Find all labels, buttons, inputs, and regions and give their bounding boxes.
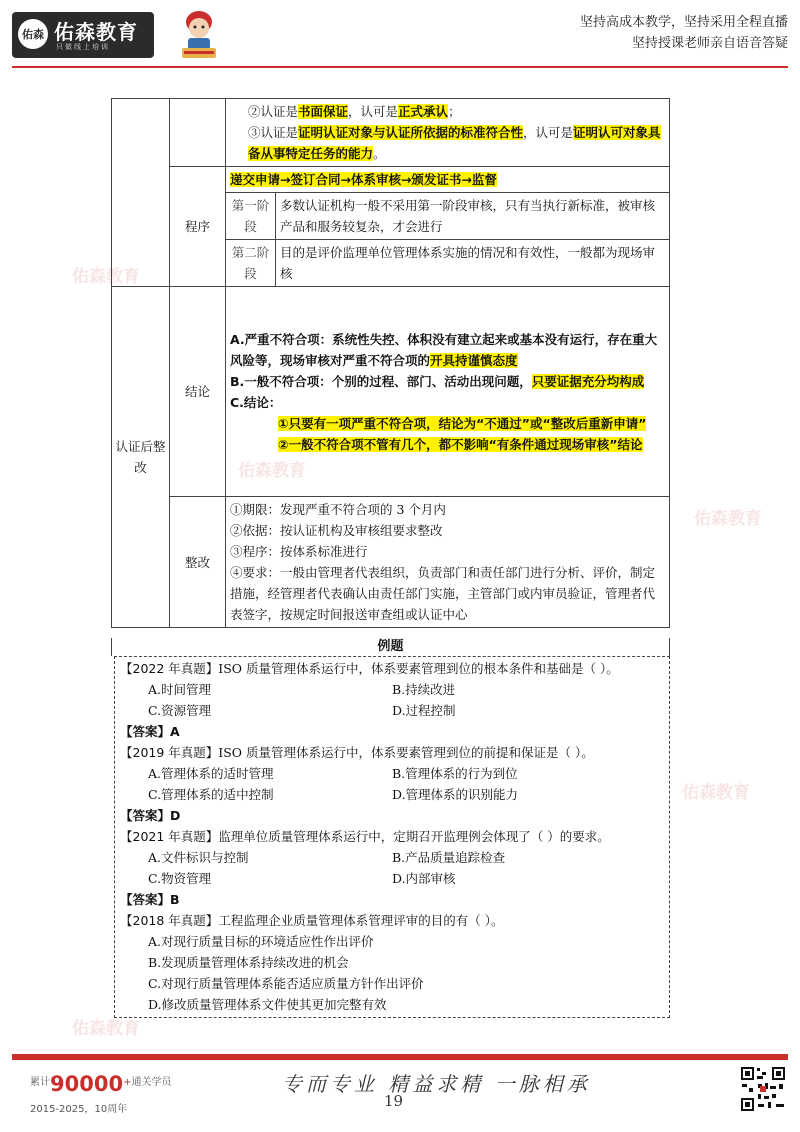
option-row (116, 763, 668, 784)
student-stats (30, 1072, 171, 1115)
footer-motto: 专而专业 精益求精 一脉相承 (282, 1072, 591, 1096)
cert-point-text: ； (448, 104, 461, 119)
question-tag: 【2022 年真题】 (120, 661, 219, 676)
option: C.对现行质量管理体系能否适应质量方针作出评价 (148, 976, 424, 991)
stat-suffix: 通关学员 (131, 1077, 172, 1088)
question (116, 658, 668, 679)
option-row (116, 868, 668, 889)
option: D.修改质量管理体系文件使其更加完整有效 (148, 997, 387, 1012)
highlight: 书面保证 (298, 104, 349, 119)
watermark: 佑森教育 (72, 267, 140, 287)
option: A.时间管理 (148, 682, 212, 697)
logo-subtitle: 只做线上培训 (56, 43, 110, 51)
procedure-label: 程序 (170, 167, 226, 287)
cert-point-text: ，认可是 (348, 104, 399, 119)
option: C.资源管理 (148, 703, 212, 718)
stat-line (30, 1072, 171, 1096)
rectify-item: ②依据：按认证机构及审核组要求整改 (230, 523, 443, 538)
table-row (112, 167, 670, 193)
answer: 【答案】D (120, 808, 181, 823)
rectify-item: ①期限：发现严重不符合项的 3 个月内 (230, 502, 446, 517)
stage-label: 第二阶段 (226, 240, 276, 287)
examples-title: 例题 (111, 638, 670, 656)
option: C.管理体系的适中控制 (148, 787, 274, 802)
table-cell-empty (112, 99, 170, 287)
cert-point-text: ③认证是 (248, 125, 299, 140)
cert-point (230, 101, 665, 122)
question (116, 826, 668, 847)
question-text: 监理单位质量管理体系运行中，定期召开监理例会体现了（ ）的要求。 (218, 829, 610, 844)
stat-number: 90000 (50, 1072, 124, 1096)
cert-point (230, 122, 665, 164)
answer: 【答案】B (120, 892, 180, 907)
question-tag: 【2019 年真题】 (120, 745, 219, 760)
highlight: 正式承认 (398, 104, 449, 119)
question-tag: 【2021 年真题】 (120, 829, 219, 844)
years-text: 2015-2025，10周年 (30, 1104, 128, 1115)
stat-prefix: 累计 (30, 1077, 50, 1088)
conclusion-item (230, 392, 665, 413)
cert-vs-accreditation-cell (226, 99, 670, 167)
table-row (112, 287, 670, 497)
conclusion-cell (226, 287, 670, 497)
option: D.内部审核 (392, 871, 456, 886)
option: B.发现质量管理体系持续改进的机会 (148, 955, 349, 970)
option: B.持续改进 (392, 682, 456, 697)
conclusion-item (230, 371, 665, 392)
option: A.对现行质量目标的环境适应性作出评价 (148, 934, 374, 949)
conclusion-item (230, 434, 665, 455)
procedure-flow-cell (226, 167, 670, 193)
option: C.物资管理 (148, 871, 212, 886)
slogan-line-1: 坚持高成本教学，坚持采用全程直播 (579, 15, 788, 30)
question-tag: 【2018 年真题】 (120, 913, 219, 928)
rectify-label: 整改 (170, 497, 226, 628)
rectify-section-label: 认证后整改 (112, 287, 170, 628)
slogan-line-2: 坚持授课老师亲自语音答疑 (631, 36, 788, 51)
table-cell-empty (170, 99, 226, 167)
rectify-item: ④要求：一般由管理者代表组织，负责部门和责任部门进行分析、评价，制定措施，经管理者代表确认由责任部门实施，主管部门或内审员验证，管理者代表签字，按规定时间报送审查组或认证中心 (230, 565, 656, 622)
watermark: 佑森教育 (72, 1019, 140, 1039)
highlight: 证明认可对象具备从事特定任务的能力 (248, 125, 661, 161)
question-text: ISO 质量管理体系运行中，体系要素管理到位的根本条件和基础是（ ）。 (218, 661, 619, 676)
table-row (112, 497, 670, 628)
option: D.过程控制 (392, 703, 456, 718)
cert-point-text: ②认证是 (248, 104, 299, 119)
stat-plus: + (123, 1077, 132, 1088)
highlight: 证明认证对象与认证所依据的标准符合性 (298, 125, 524, 140)
highlight: ①只要有一项严重不符合项，结论为“不通过”或“整改后重新申请” (278, 415, 647, 431)
option-row (116, 700, 668, 721)
option-row (116, 784, 668, 805)
watermark: 佑森教育 (682, 783, 750, 803)
logo-seal-icon: 佑森 (18, 19, 48, 49)
watermark: 佑森教育 (694, 509, 762, 529)
answer: 【答案】A (120, 724, 180, 739)
question-text: ISO 质量管理体系运行中，体系要素管理到位的前提和保证是（ ）。 (218, 745, 594, 760)
option: B.管理体系的行为到位 (392, 766, 518, 781)
certification-table (111, 98, 670, 628)
qr-code-icon (740, 1066, 786, 1112)
stage-text: 多数认证机构一般不采用第一阶段审核，只有当执行新标准，被审核产品和服务较复杂，才会进行 (276, 193, 670, 240)
cert-point-text: 。 (373, 146, 386, 161)
watermark: 佑森教育 (238, 461, 306, 481)
footer-divider (12, 1054, 788, 1060)
logo-text: 佑森教育 (54, 20, 138, 44)
conclusion-text: A.严重不符合项：系统性失控、体积没有建立起来或基本没有运行，存在重大风险等，现场审核对严重不符合项的 (230, 331, 658, 368)
conclusion-text: B.一般不符合项：个别的过程、部门、活动出现问题， (230, 373, 532, 389)
question (116, 742, 668, 763)
conclusion-label: 结论 (170, 287, 226, 497)
option-row (116, 679, 668, 700)
option-row (116, 847, 668, 868)
option: A.文件标识与控制 (148, 850, 249, 865)
conclusion-item (230, 329, 665, 371)
highlight: 只要证据充分均构成 (531, 373, 645, 389)
conclusion-item (230, 413, 665, 434)
option: B.产品质量追踪检查 (392, 850, 506, 865)
highlight: 开具持谨慎态度 (430, 352, 518, 368)
question-text: 工程监理企业质量管理体系管理评审的目的有（ ）。 (218, 913, 504, 928)
page-number: 19 (384, 1092, 404, 1110)
conclusion-text: C.结论： (230, 394, 282, 410)
question (116, 910, 668, 931)
mascot-student-icon (176, 8, 222, 62)
cert-point-text: ，认可是 (523, 125, 574, 140)
procedure-flow: 递交申请→签订合同→体系审核→颁发证书→监督 (230, 172, 497, 187)
brand-logo (12, 12, 154, 58)
stage-text: 目的是评价监理单位管理体系实施的情况和有效性，一般都为现场审核 (276, 240, 670, 287)
header-divider (12, 66, 788, 68)
rectify-cell (226, 497, 670, 628)
highlight: ②一般不符合项不管有几个，都不影响“有条件通过现场审核”结论 (278, 436, 643, 452)
header-slogan (580, 12, 788, 54)
examples-list (116, 658, 668, 1015)
option: A.管理体系的适时管理 (148, 766, 274, 781)
option: D.管理体系的识别能力 (392, 787, 519, 802)
table-row (112, 99, 670, 167)
stage-label: 第一阶段 (226, 193, 276, 240)
page-header (0, 0, 800, 66)
rectify-item: ③程序：按体系标准进行 (230, 544, 368, 559)
